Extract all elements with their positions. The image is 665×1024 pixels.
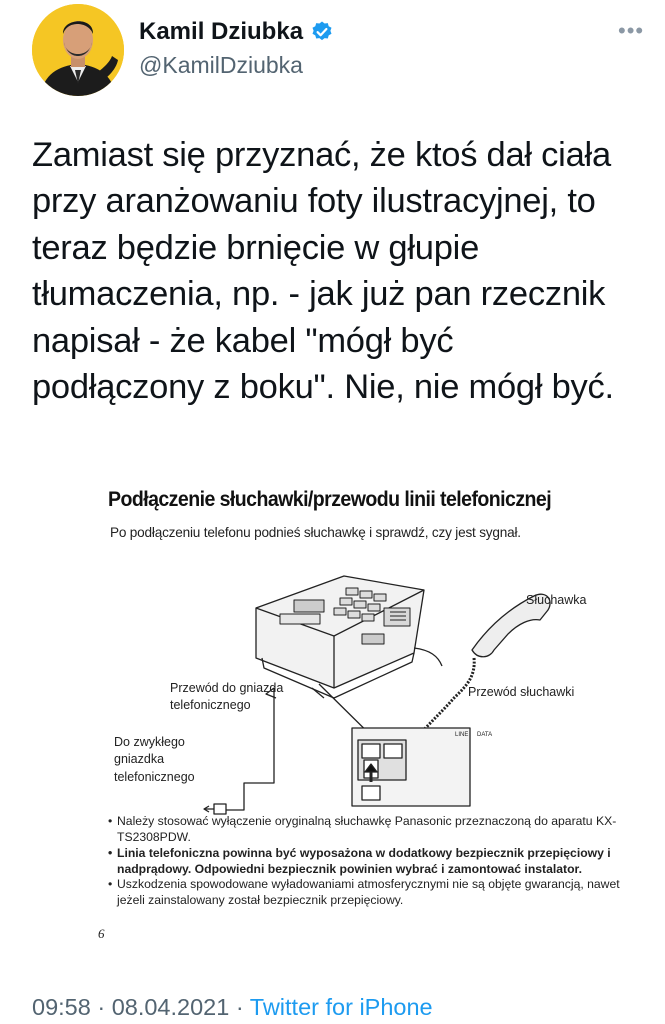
tweet-text-line: Zamiast się przyznać, że ktoś dał ciała [32, 136, 611, 174]
manual-note: • Linia telefoniczna powinna być wyposażona w dodatkowy bezpiecznik przepięciowy i nadprądowy. Odpowiedni bezpiecznik powinien wybrać i zamontować instalator. [108, 846, 628, 878]
label-line-cord-2: telefonicznego [170, 698, 251, 713]
tweet-text-line: podłączony z boku". Nie, nie mógł być. [32, 367, 614, 406]
label-wall-socket-2: gniazdka [114, 752, 165, 767]
tweet-text-line: tłumaczenia, np. - jak już pan rzecznik [32, 275, 606, 314]
avatar-photo [32, 4, 124, 96]
author-name[interactable] [139, 18, 334, 46]
tweet-text-line: napisał - że kabel "mógł być [32, 321, 454, 360]
tweet-timestamp[interactable]: 09:58 · 08.04.2021 · [32, 994, 250, 1020]
tweet-header [0, 0, 665, 110]
author-name-text: Kamil Dziubka [139, 18, 304, 45]
manual-title: Podłączenie słuchawki/przewodu linii telefonicznej [108, 488, 552, 511]
author-handle[interactable]: @KamilDziubka [139, 52, 303, 78]
label-line-cord-1: Przewód do gniazda [170, 681, 284, 695]
verified-badge-icon [310, 20, 334, 44]
manual-note: • Uszkodzenia spowodowane wyładowaniami atmosferycznymi nie są objęte gwarancją, nawet jeżeli zainstalowany został bezpiecznik przepięciowy. [108, 877, 628, 909]
tweet-media-image[interactable] [94, 478, 634, 948]
tweet-footer [32, 994, 433, 1021]
manual-note: • Należy stosować wyłączenie oryginalną słuchawkę Panasonic przeznaczoną do aparatu KX-TS2308PDW. [108, 814, 628, 846]
tweet-text-line: teraz będzie brnięcie w głupie [32, 228, 480, 267]
label-handset: Słuchawka [526, 593, 587, 607]
more-options-icon[interactable]: ••• [618, 18, 645, 43]
manual-notes [108, 814, 628, 909]
label-line-cord [170, 680, 283, 715]
manual-subtitle: Po podłączeniu telefonu podnieś słuchawkę i sprawdź, czy jest sygnał. [110, 525, 521, 540]
tweet-source-link[interactable]: Twitter for iPhone [249, 994, 433, 1020]
label-jack-data: DATA [477, 732, 493, 738]
label-wall-socket-1: Do zwykłego [114, 735, 185, 749]
label-handset-cord: Przewód słuchawki [468, 685, 575, 699]
label-wall-socket-3: telefonicznego [114, 769, 195, 784]
avatar[interactable] [32, 4, 124, 96]
label-jack-line: LINE [455, 732, 469, 738]
tweet-text [32, 132, 652, 410]
tweet-text-line: przy aranżowaniu foty ilustracyjnej, to [32, 182, 596, 221]
label-wall-socket [114, 734, 195, 786]
manual-page-number: 6 [98, 926, 105, 941]
